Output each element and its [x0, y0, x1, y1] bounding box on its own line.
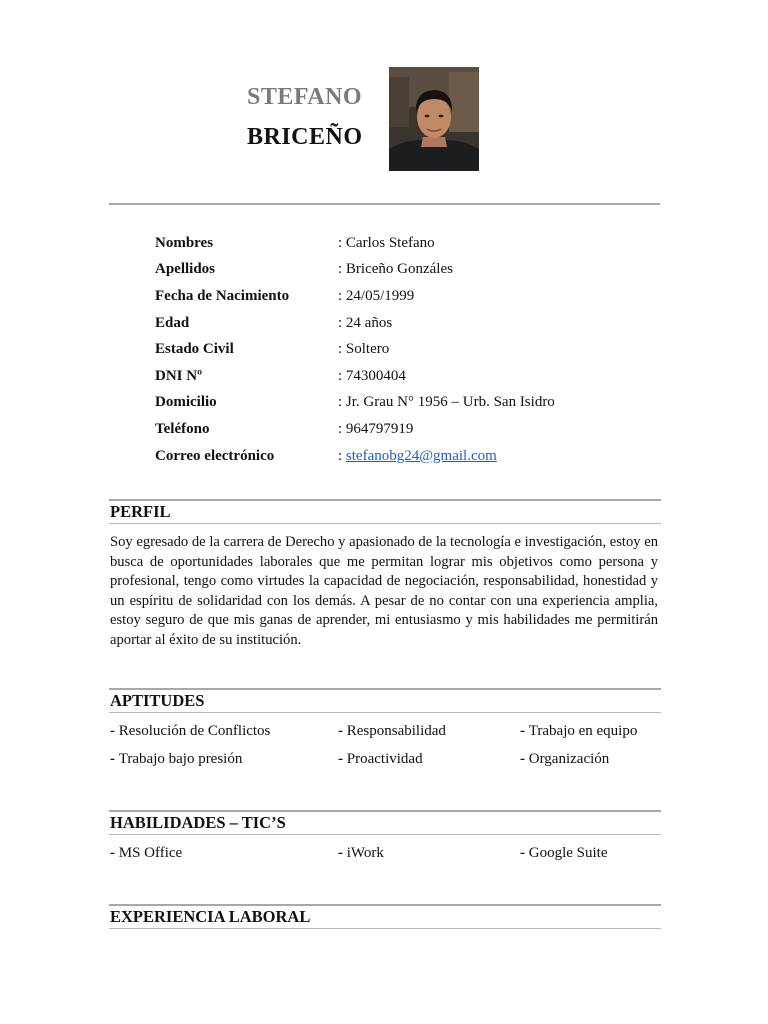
- info-value: : 74300404: [338, 367, 406, 384]
- bullet-dash: -: [110, 845, 119, 861]
- list-item: [520, 751, 609, 768]
- aptitude-label: Organización: [528, 751, 610, 767]
- skill-label: iWork: [346, 845, 384, 861]
- habilidades-row: [110, 845, 670, 865]
- info-label: Domicilio: [155, 394, 217, 411]
- section-heading-aptitudes: APTITUDES: [109, 688, 661, 713]
- bullet-dash: -: [110, 751, 119, 767]
- info-label: Fecha de Nacimiento: [155, 287, 290, 304]
- list-item: [338, 723, 446, 740]
- info-label: Correo electrónico: [155, 447, 275, 464]
- bullet-dash: -: [338, 751, 347, 767]
- info-label: Estado Civil: [155, 341, 234, 358]
- last-name: BRICEÑO: [247, 124, 363, 150]
- bullet-dash: -: [110, 723, 119, 739]
- list-item: [520, 845, 608, 862]
- aptitudes-row: [110, 723, 670, 743]
- bullet-dash: -: [520, 723, 529, 739]
- header-divider: [109, 203, 660, 205]
- info-label: Edad: [155, 314, 190, 331]
- info-row-telefono: [155, 416, 635, 443]
- aptitude-label: Proactividad: [346, 751, 423, 767]
- aptitude-label: Responsabilidad: [346, 723, 446, 739]
- aptitude-label: Resolución de Conflictos: [118, 723, 271, 739]
- info-label: Teléfono: [155, 420, 210, 437]
- info-value: : 964797919: [338, 420, 414, 437]
- first-name: STEFANO: [247, 84, 363, 110]
- bullet-dash: -: [338, 845, 347, 861]
- info-value: : Jr. Grau N° 1956 – Urb. San Isidro: [338, 394, 555, 411]
- info-label: Nombres: [155, 234, 214, 251]
- list-item: [520, 723, 637, 740]
- info-row-edad: [155, 310, 635, 337]
- info-row-estado-civil: [155, 336, 635, 363]
- section-heading-experiencia: EXPERIENCIA LABORAL: [109, 904, 661, 929]
- info-row-apellidos: [155, 257, 635, 284]
- list-item: [110, 723, 270, 740]
- list-item: [110, 751, 242, 768]
- profile-paragraph: Soy egresado de la carrera de Derecho y apasionado de la tecnología e investigación, estoy en busca de oportunidades laborales que me permitan lograr mis objetivos como persona y profesional, tengo como virtudes la capacidad de negociación, responsabilidad, honestidad y un espíritu de solidaridad con los demás. A pesar de no contar con una experiencia amplia, estoy seguro de que mis ganas de aprender, mi entusiasmo y mis habilidades me permitirán aportar al éxito de su institución.: [110, 534, 658, 648]
- bullet-dash: -: [338, 723, 347, 739]
- info-row-fecha-nacimiento: [155, 283, 635, 310]
- personal-info-table: [155, 230, 635, 469]
- info-value: : Carlos Stefano: [338, 234, 435, 251]
- list-item: [338, 751, 423, 768]
- portrait-image: [389, 67, 479, 171]
- info-value: [338, 448, 635, 465]
- skill-label: Google Suite: [528, 845, 608, 861]
- aptitude-label: Trabajo en equipo: [528, 723, 638, 739]
- info-row-dni: [155, 363, 635, 390]
- list-item: [110, 845, 182, 862]
- info-label: Apellidos: [155, 261, 216, 278]
- info-value: : 24 años: [338, 314, 393, 331]
- profile-photo: [389, 67, 479, 171]
- email-prefix: :: [338, 447, 346, 464]
- section-heading-habilidades: HABILIDADES – TIC’S: [109, 810, 661, 835]
- info-value: : 24/05/1999: [338, 287, 415, 304]
- info-row-correo: [155, 443, 635, 470]
- info-value: : Soltero: [338, 341, 390, 358]
- aptitude-label: Trabajo bajo presión: [118, 751, 243, 767]
- bullet-dash: -: [520, 751, 529, 767]
- list-item: [338, 845, 384, 862]
- info-value: : Briceño Gonzáles: [338, 261, 453, 278]
- skill-label: MS Office: [118, 845, 183, 861]
- bullet-dash: -: [520, 845, 529, 861]
- section-heading-perfil: PERFIL: [109, 499, 661, 524]
- info-label: DNI Nº: [155, 367, 203, 384]
- info-row-domicilio: [155, 390, 635, 417]
- aptitudes-row: [110, 751, 670, 771]
- info-row-nombres: [155, 230, 635, 257]
- email-link[interactable]: stefanobg24@gmail.com: [345, 447, 497, 464]
